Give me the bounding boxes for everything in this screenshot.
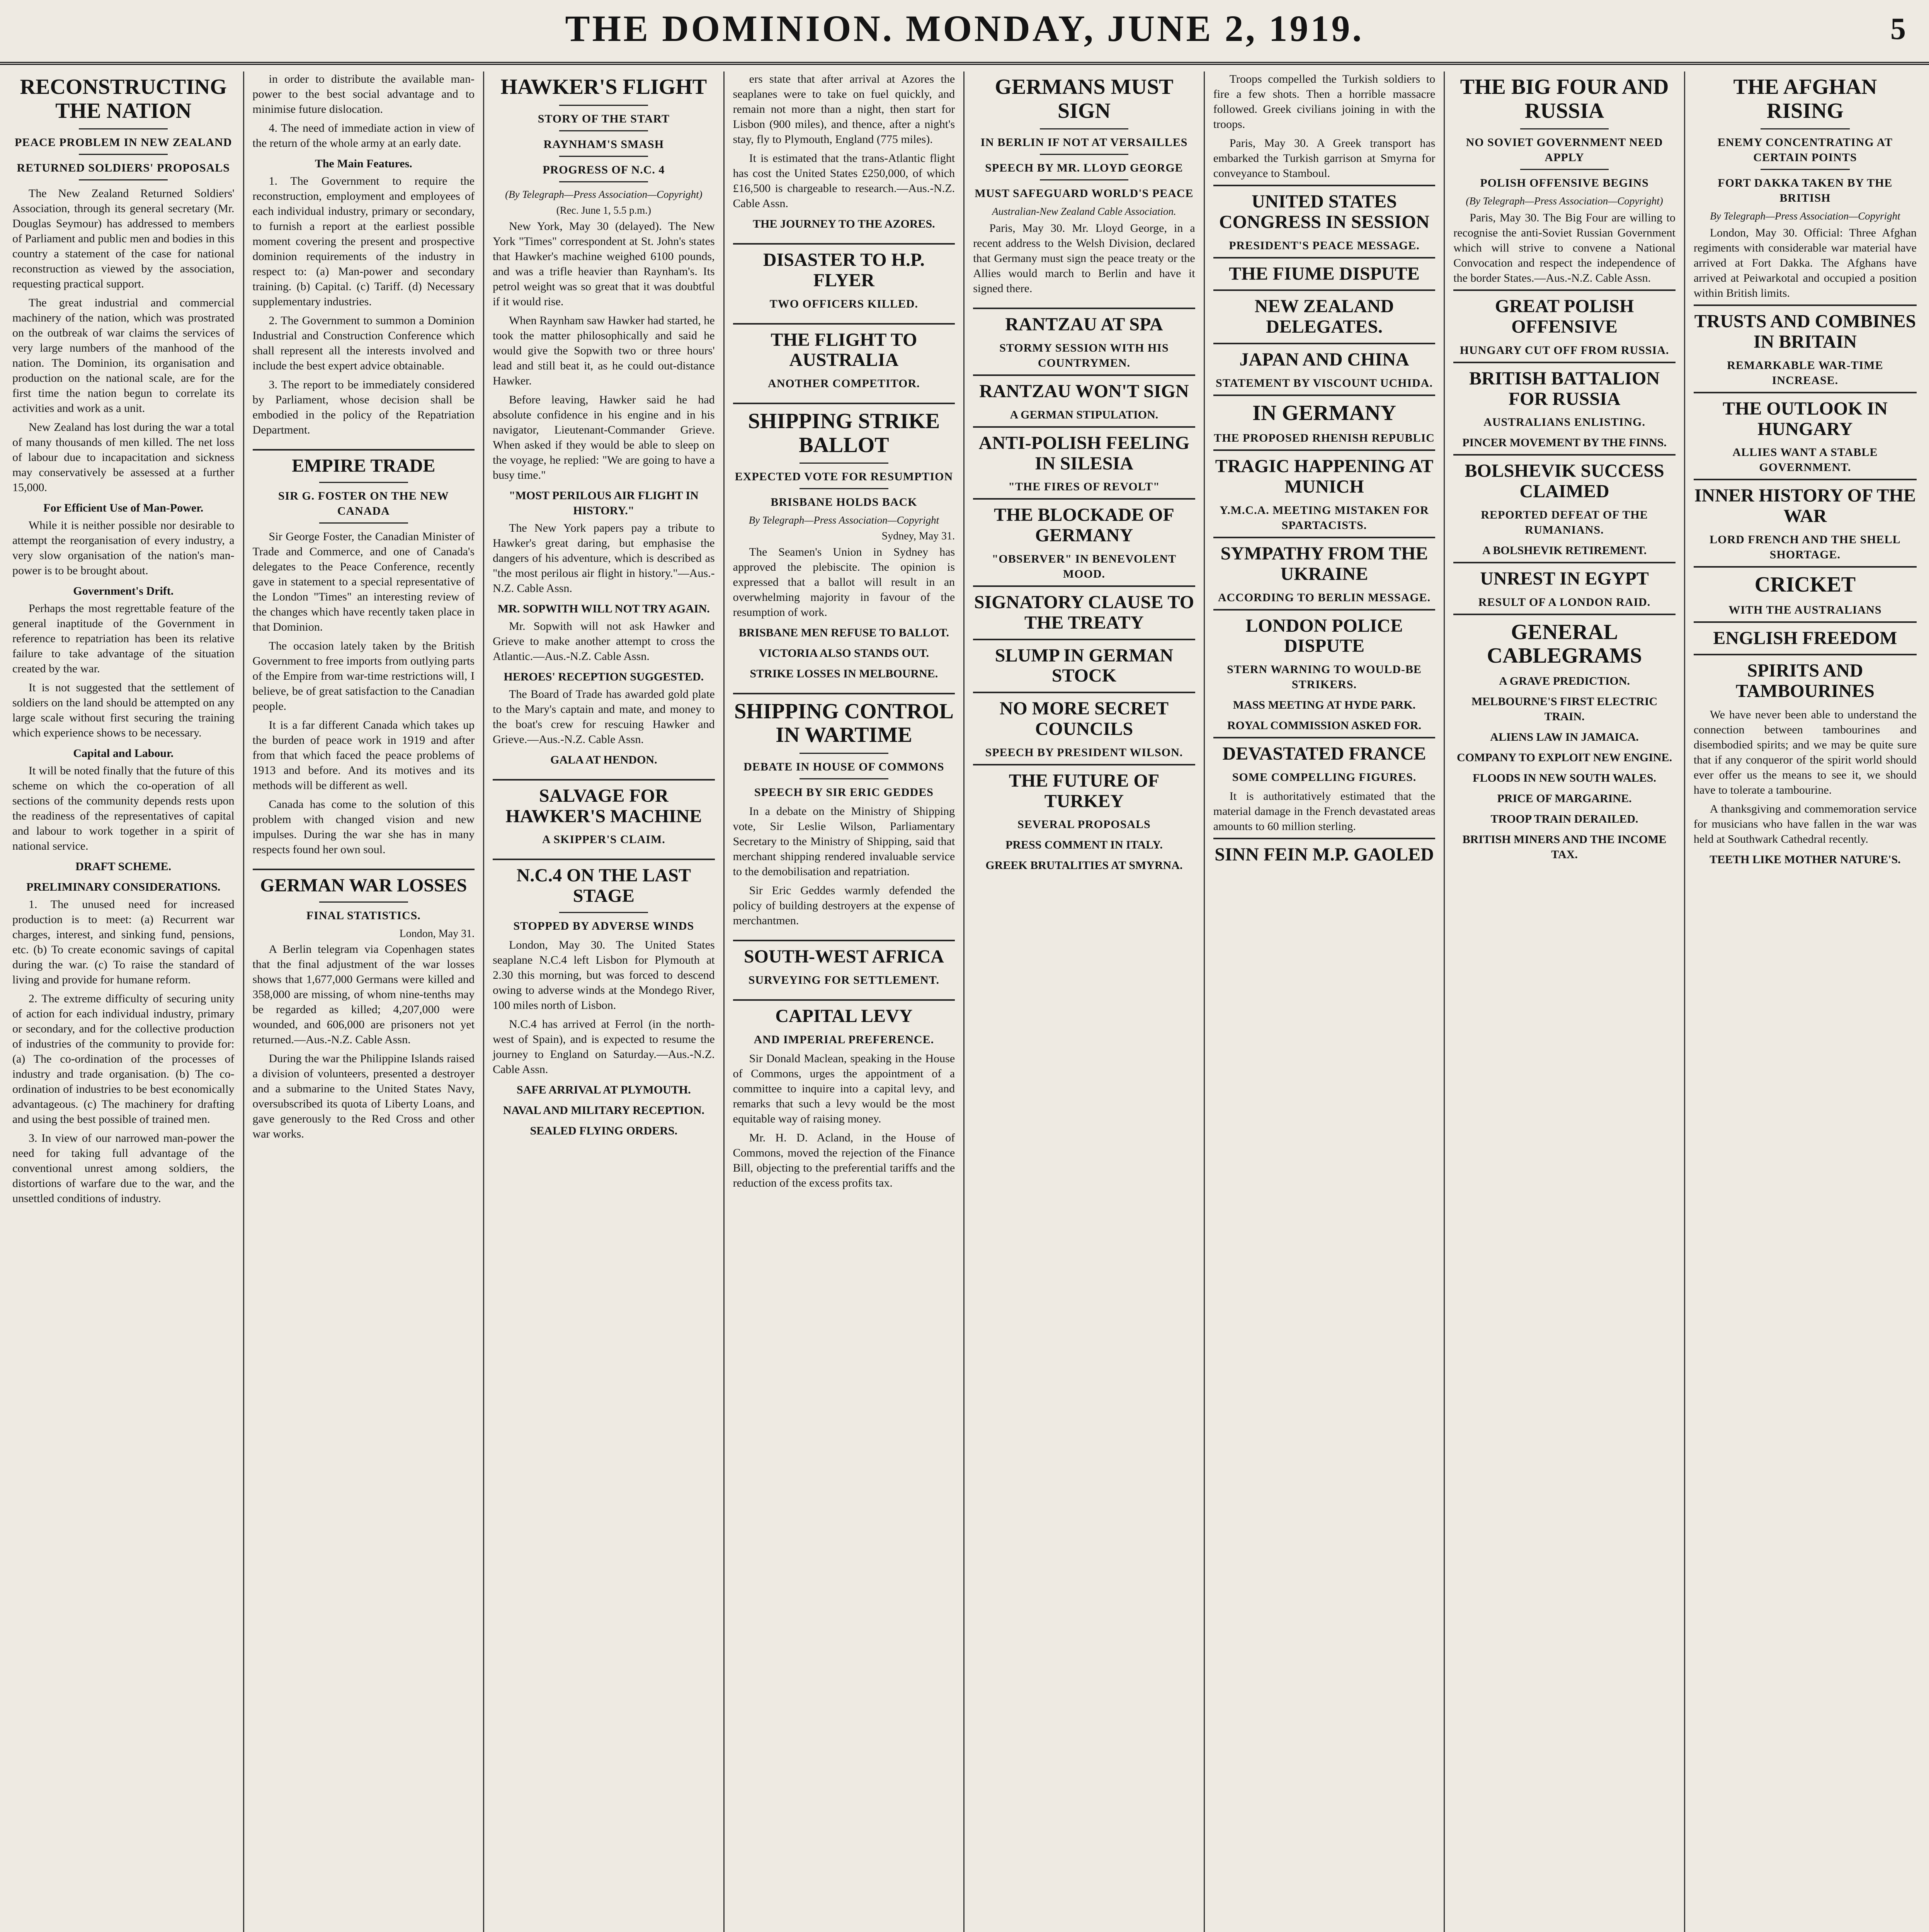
headline: NO MORE SECRET COUNCILS — [999, 698, 1169, 740]
paragraph: New York, May 30 (delayed). The New York "Times" correspondent at St. John's states that Hawker's machine weighed 6100 pounds, and was a trifle heavier than Raynham's. Its petrol weight was so great that it was doubtful if it would rise. — [493, 219, 715, 308]
headline: SIGNATORY CLAUSE TO THE TREATY — [974, 592, 1194, 633]
paragraph: It is authoritatively estimated that the material damage in the French devastated areas amounts to 60 million sterling. — [1213, 789, 1436, 833]
subheading: Y.M.C.A. MEETING MISTAKEN FOR SPARTACISTS. — [1220, 503, 1429, 532]
paragraph: in order to distribute the available man-power to the best social advantage and to minimise future dislocation. — [252, 73, 475, 116]
article-flight-australia — [733, 330, 955, 391]
subheading: FORT DAKKA TAKEN BY THE BRITISH — [1718, 177, 1893, 205]
headline: THE AFGHAN RISING — [1733, 75, 1877, 123]
article-south-west-africa — [733, 947, 955, 988]
paragraph: Paris, May 30. Mr. Lloyd George, in a recent address to the Welsh Division, declared that Germany must sign the peace treaty or the Allies would march to Berlin and have it signed there. — [973, 222, 1195, 295]
subheading: MUST SAFEGUARD WORLD'S PEACE — [975, 187, 1194, 200]
section-heading: A GRAVE PREDICTION. — [1499, 675, 1630, 688]
paragraph: 3. In view of our narrowed man-power the need for taking full advantage of the conventional unrest among soldiers, the distortions of warfare due to the war, and the unsettled conditions of industry. — [12, 1132, 235, 1205]
paragraph: 1. The unused need for increased production is to meet: (a) Recurrent war charges, interest, and sinking fund, pensions, etc. (b) To create economic savings of capital during the war. (c) To raise the standard of living and provide for humane reform. — [12, 898, 235, 986]
headline: TRAGIC HAPPENING AT MUNICH — [1215, 456, 1434, 497]
paragraph: It will be noted finally that the future of this scheme on which the co-operation of all sections of the community depends rests upon the readiness of the representatives of capital and labour to work together in a spirit of national service. — [12, 764, 235, 853]
paragraph: During the war the Philippine Islands raised a division of volunteers, presented a destroyer and a submarine to the United States Navy, oversubscribed its quota of Liberty Loans, and gave generously to the Red Cross and other war works. — [252, 1052, 475, 1140]
section-heading: MR. SOPWITH WILL NOT TRY AGAIN. — [497, 602, 710, 615]
paragraph: 2. The extreme difficulty of securing unity of action for each individual industry, primary or secondary, and for the collective production of industries of the community to provide for: (a) The co-ordination of the processes of industry and trade organisation. (b) The co-ordination of industries to be best economically advantageous. (c) The machinery for drafting and using the best possible of trained men. — [12, 992, 235, 1126]
subheading: AND IMPERIAL PREFERENCE. — [754, 1033, 934, 1046]
headline: RANTZAU AT SPA — [1005, 314, 1163, 335]
subheading: NO SOVIET GOVERNMENT NEED APPLY — [1466, 136, 1663, 164]
paragraph: The Board of Trade has awarded gold plate to the Mary's captain and mate, and money to the boat's crew for rescuing Hawker and Grieve.—Aus.-N.Z. Cable Assn. — [493, 687, 715, 746]
paragraph: London, May 30. The United States seaplane N.C.4 left Lisbon for Plymouth at 2.30 this morning, but was forced to descend owing to adverse winds at the Mondego River, 100 miles north of Lisbon. — [493, 938, 715, 1012]
subheading: ANOTHER COMPETITOR. — [768, 377, 920, 390]
subheading: HUNGARY CUT OFF FROM RUSSIA. — [1460, 344, 1669, 357]
headline: DEVASTATED FRANCE — [1222, 743, 1426, 764]
subheading: RAYNHAM'S SMASH — [543, 138, 664, 151]
section-heading: PINCER MOVEMENT BY THE FINNS. — [1462, 436, 1667, 449]
section-heading: BRISBANE MEN REFUSE TO BALLOT. — [738, 626, 949, 639]
subheading: LORD FRENCH AND THE SHELL SHORTAGE. — [1710, 533, 1901, 561]
paragraph: 4. The need of immediate action in view of the return of the whole army at an early date. — [252, 122, 475, 150]
headline: RECONSTRUCTING THE NATION — [20, 75, 227, 123]
headline: IN GERMANY — [1252, 401, 1396, 425]
subheading: WITH THE AUSTRALIANS — [1728, 603, 1882, 616]
dateline: London, May 31. — [399, 927, 475, 940]
subheading: BRISBANE HOLDS BACK — [771, 496, 917, 509]
paragraph: It is a far different Canada which takes up the burden of peace work in 1919 and after from that which faced the peace problems of 1913 and before. And its motives and its methods will be different as well. — [252, 718, 475, 792]
section-heading: BRITISH MINERS AND THE INCOME TAX. — [1462, 833, 1667, 861]
article-hp-disaster — [733, 250, 955, 311]
section-heading: GALA AT HENDON. — [550, 753, 657, 766]
section-heading: DRAFT SCHEME. — [75, 860, 172, 873]
column-5 — [964, 71, 1205, 1932]
paragraph: 1. The Government to require the reconstruction, employment and employees of each individual industry, primary or secondary, to furnish a report at the earliest possible moment covering the present and prospective dominion requirements of the industry in respect to: (a) Man-power and secondary training. (b) Capital. (c) Tariff. (d) Necessary supplementary industries. — [252, 175, 475, 308]
article-shipping-strike — [733, 410, 955, 681]
headline: THE FUTURE OF TURKEY — [1009, 770, 1160, 811]
section-heading: VICTORIA ALSO STANDS OUT. — [759, 646, 929, 660]
subheading: STORMY SESSION WITH HIS COUNTRYMEN. — [999, 342, 1169, 370]
section-heading: PRELIMINARY CONSIDERATIONS. — [26, 881, 221, 894]
headline: SALVAGE FOR HAWKER'S MACHINE — [505, 785, 702, 827]
headline: GERMANS MUST SIGN — [995, 75, 1174, 123]
headline: SHIPPING CONTROL IN WARTIME — [734, 699, 954, 747]
headline: SPIRITS AND TAMBOURINES — [1735, 660, 1875, 702]
subheading: THE PROPOSED RHENISH REPUBLIC — [1214, 432, 1435, 445]
headline: THE BIG FOUR AND RUSSIA — [1460, 75, 1669, 123]
paragraph: Troops compelled the Turkish soldiers to fire a few shots. Then a horrible massacre followed. Greek civilians joining in with the troops. — [1213, 73, 1436, 131]
subheading: SURVEYING FOR SETTLEMENT. — [748, 973, 940, 986]
article-empire-trade — [253, 456, 475, 857]
paragraph: While it is neither possible nor desirable to attempt the reorganisation of every industry, a very slow organisation of the nation's man-power is to be brought about. — [12, 519, 235, 577]
subheading: SPEECH BY SIR ERIC GEDDES — [754, 786, 934, 799]
article-shipping-control — [733, 700, 955, 928]
section-heading: STRIKE LOSSES IN MELBOURNE. — [750, 667, 938, 680]
article-reconstructing — [12, 75, 235, 1206]
column-6 — [1205, 71, 1445, 1932]
subheading: RESULT OF A LONDON RAID. — [1478, 595, 1651, 609]
credit-line: Australian-New Zealand Cable Association. — [992, 206, 1176, 218]
section-heading: PRICE OF MARGARINE. — [1497, 792, 1632, 805]
headline: SHIPPING STRIKE BALLOT — [748, 409, 940, 457]
paragraph: Sir Eric Geddes warmly defended the policy of building destroyers at the expense of merchantmen. — [733, 884, 955, 927]
section-heading: "MOST PERILOUS AIR FLIGHT IN HISTORY." — [509, 489, 699, 517]
paragraph: New Zealand has lost during the war a total of many thousands of men killed. The net loss of labour due to incapacitation and sickness may conservatively be assessed at a further 15,000. — [12, 421, 235, 494]
section-heading: The Main Features. — [315, 157, 412, 170]
subheading: IN BERLIN IF NOT AT VERSAILLES — [980, 136, 1188, 149]
paragraph: Before leaving, Hawker said he had absolute confidence in his engine and in his navigator, Lieutenant-Commander Grieve. When asked if they would be able to sleep on the voyage, he replied: "We are going to have a busy time." — [493, 393, 715, 481]
headline: TRUSTS AND COMBINES IN BRITAIN — [1694, 311, 1916, 352]
paragraph: Canada has come to the solution of this problem with changed vision and new impulses. During the war she has in many respects found her own soul. — [252, 798, 475, 856]
column-3 — [484, 71, 725, 1932]
paragraph: Paris, May 30. A Greek transport has embarked the Turkish garrison at Smyrna for conveyance to Stamboul. — [1213, 137, 1436, 180]
paragraph: The occasion lately taken by the British Government to free imports from outlying parts of the Empire from war-time restrictions will, I believe, be of great satisfaction to the Canadian people. — [252, 639, 475, 713]
paragraph: Paris, May 30. The Big Four are willing to recognise the anti-Soviet Russian Government which will strive to convene a National Convocation and respect the independence of the border States.—Aus.-N.Z. Cable Assn. — [1453, 211, 1676, 285]
subheading: SOME COMPELLING FIGURES. — [1232, 770, 1417, 784]
paragraph: 2. The Government to summon a Dominion Industrial and Construction Conference which shall represent all the interests involved and include the best expert advice obtainable. — [252, 314, 475, 372]
article-hawkers-flight — [493, 75, 715, 767]
headline: GERMAN WAR LOSSES — [260, 875, 467, 896]
subheading: STOPPED BY ADVERSE WINDS — [513, 919, 694, 932]
headline: BOLSHEVIK SUCCESS CLAIMED — [1465, 461, 1664, 502]
subheading: SIR G. FOSTER ON THE NEW CANADA — [278, 489, 449, 517]
headline: THE FIUME DISPUTE — [1229, 263, 1420, 284]
headline: EMPIRE TRADE — [292, 456, 435, 476]
paragraph: Mr. Sopwith will not ask Hawker and Grieve to make another attempt to cross the Atlantic.—Aus.-N.Z. Cable Assn. — [493, 619, 715, 663]
headline: SINN FEIN M.P. GAOLED — [1215, 844, 1434, 865]
article-germans-must-sign — [973, 75, 1195, 296]
subheading: STORY OF THE START — [538, 112, 670, 125]
section-heading: NAVAL AND MILITARY RECEPTION. — [503, 1104, 704, 1117]
paragraph: The great industrial and commercial machinery of the nation, which was prostrated on the outbreak of war claims the services of very large numbers of the manhood of the nation. The Dominion, its organisation and production on the national scale, are for the first time the nation begun to correlate its activities and work as a unit. — [12, 296, 235, 415]
headline: CAPITAL LEVY — [775, 1005, 913, 1026]
headline: CRICKET — [1754, 573, 1856, 597]
headline: THE OUTLOOK IN HUNGARY — [1723, 398, 1888, 439]
paragraph: London, May 30. Official: Three Afghan regiments with considerable war material have arrived at Fort Dakka. The Afghans have arrived at Peiwarkotal and occupied a position within British limits. — [1693, 226, 1917, 300]
column-1 — [4, 71, 244, 1932]
subheading: POLISH OFFENSIVE BEGINS — [1480, 177, 1649, 190]
paragraph: We have never been able to understand the connection between tambourines and disembodied spirits; and we may be quite sure that if any conqueror of the spirit world should ever offer us the means to see it, we should have to tolerate a tambourine. — [1693, 708, 1917, 797]
article-nc4 — [493, 866, 715, 1138]
headline: BRITISH BATTALION FOR RUSSIA — [1469, 368, 1660, 409]
headline: SLUMP IN GERMAN STOCK — [995, 645, 1174, 686]
page-number: 5 — [1890, 12, 1906, 46]
section-heading: PRESS COMMENT IN ITALY. — [1005, 838, 1163, 852]
newspaper-columns — [4, 71, 1925, 1932]
column-7 — [1445, 71, 1685, 1932]
headline: UNITED STATES CONGRESS IN SESSION — [1219, 191, 1430, 232]
subheading: RETURNED SOLDIERS' PROPOSALS — [17, 162, 230, 175]
headline: N.C.4 ON THE LAST STAGE — [516, 865, 691, 906]
headline: INNER HISTORY OF THE WAR — [1694, 485, 1916, 527]
subheading: FINAL STATISTICS. — [306, 909, 421, 922]
paragraph: A thanksgiving and commemoration service for musicians who have fallen in the war was held at Southwark Cathedral recently. — [1693, 803, 1917, 846]
headline: SYMPATHY FROM THE UKRAINE — [1220, 543, 1428, 584]
subheading: SPEECH BY PRESIDENT WILSON. — [985, 746, 1183, 759]
subheading: PROGRESS OF N.C. 4 — [543, 163, 665, 176]
headline: LONDON POLICE DISPUTE — [1245, 615, 1403, 656]
section-heading: COMPANY TO EXPLOIT NEW ENGINE. — [1457, 751, 1672, 764]
credit-line: By Telegraph—Press Association—Copyright — [748, 514, 939, 526]
paragraph: Sir Donald Maclean, speaking in the House of Commons, urges the appointment of a committee to inquire into a capital levy, and remarks that such a levy would be the most equitable way of raising money. — [733, 1052, 955, 1125]
credit-line: (By Telegraph—Press Association—Copyright) — [505, 188, 703, 200]
newspaper-title: THE DOMINION. MONDAY, JUNE 2, 1919. — [565, 8, 1364, 49]
section-heading: GREEK BRUTALITIES AT SMYRNA. — [985, 859, 1183, 872]
section-heading: Government's Drift. — [73, 585, 174, 598]
subheading: PEACE PROBLEM IN NEW ZEALAND — [15, 136, 232, 149]
headline: SOUTH-WEST AFRICA — [743, 946, 944, 967]
paragraph: It is estimated that the trans-Atlantic flight has cost the United States £250,000, of which £16,500 is chargeable to research.—Aus.-N.Z. Cable Assn. — [733, 152, 955, 210]
section-heading: THE JOURNEY TO THE AZORES. — [753, 218, 935, 230]
article-german-war-losses — [253, 876, 475, 1141]
subheading: PRESIDENT'S PEACE MESSAGE. — [1229, 239, 1420, 252]
subheading: ENEMY CONCENTRATING AT CERTAIN POINTS — [1717, 136, 1893, 164]
headline: ENGLISH FREEDOM — [1713, 628, 1897, 648]
section-heading: MASS MEETING AT HYDE PARK. — [1233, 699, 1416, 712]
subheading: SPEECH BY MR. LLOYD GEORGE — [985, 162, 1183, 175]
subheading: A SKIPPER'S CLAIM. — [542, 833, 665, 846]
headline: JAPAN AND CHINA — [1239, 349, 1409, 370]
column-4 — [725, 71, 965, 1932]
subheading: EXPECTED VOTE FOR RESUMPTION — [735, 470, 953, 483]
received-line: (Rec. June 1, 5.5 p.m.) — [556, 204, 651, 216]
article-flight-cont — [733, 71, 955, 231]
paragraph: When Raynham saw Hawker had started, he took the matter philosophically and said he would give the Sopwith two or three hours' lead and still beat it, as he could out-distance Hawker. — [493, 314, 715, 387]
section-heading: SAFE ARRIVAL AT PLYMOUTH. — [517, 1083, 691, 1096]
subheading: "THE FIRES OF REVOLT" — [1008, 480, 1160, 493]
column-8 — [1685, 71, 1925, 1932]
headline: ANTI-POLISH FEELING IN SILESIA — [978, 432, 1190, 474]
section-heading: Capital and Labour. — [73, 747, 174, 760]
article-capital-levy — [733, 1006, 955, 1190]
section-heading: A GERMAN STIPULATION. — [1010, 408, 1158, 421]
paragraph: Mr. H. D. Acland, in the House of Commons, moved the rejection of the Finance Bill, objecting to the preferential tariffs and the reduction of the excess profits tax. — [733, 1131, 955, 1189]
subheading: "OBSERVER" IN BENEVOLENT MOOD. — [992, 553, 1177, 581]
subheading: TWO OFFICERS KILLED. — [769, 297, 919, 310]
section-heading: A BOLSHEVIK RETIREMENT. — [1482, 544, 1647, 557]
paragraph: A Berlin telegram via Copenhagen states that the final adjustment of the war losses shows that 1,677,000 Germans were killed and 358,000 are missing, of whom nine-tenths may be regarded as killed; 4,207,000 were wounded, and 606,000 are prisoners not yet returned.—Aus.-N.Z. Cable Assn. — [252, 942, 475, 1046]
article-reconstruction-cont — [253, 71, 475, 437]
headline: THE FLIGHT TO AUSTRALIA — [771, 329, 917, 371]
subheading: DEBATE IN HOUSE OF COMMONS — [743, 760, 944, 774]
article-salvage — [493, 786, 715, 847]
dateline: Sydney, May 31. — [881, 530, 955, 543]
headline: HAWKER'S FLIGHT — [500, 75, 707, 99]
section-heading: ROYAL COMMISSION ASKED FOR. — [1227, 719, 1422, 732]
subheading: AUSTRALIANS ENLISTING. — [1483, 416, 1645, 429]
section-heading: TEETH LIKE MOTHER NATURE'S. — [1710, 853, 1901, 866]
section-heading: ALIENS LAW IN JAMAICA. — [1490, 731, 1639, 744]
masthead — [0, 0, 1929, 65]
paragraph: 3. The report to be immediately considered by Parliament, whose decision shall be embodied in the policy of the Repatriation Department. — [252, 378, 475, 436]
paragraph: It is not suggested that the settlement of soldiers on the land should be attempted on any large scale without first securing the training which experience shows to be necessary. — [12, 681, 235, 740]
headline: GREAT POLISH OFFENSIVE — [1495, 296, 1634, 337]
headline: NEW ZEALAND DELEGATES. — [1254, 296, 1394, 337]
paragraph: ers state that after arrival at Azores the seaplanes were to take on fuel quickly, and remain not more than a night, then start for Lisbon (900 miles), and thence, after a night's stay, fly to Plymouth, England (775 miles). — [733, 73, 955, 146]
headline: DISASTER TO H.P. FLYER — [763, 250, 925, 291]
paragraph: The New York papers pay a tribute to Hawker's great daring, but emphasise the dangers of his adventure, which is described as "the most perilous air flight in history."—Aus.-N.Z. Cable Assn. — [493, 521, 715, 595]
paragraph: In a debate on the Ministry of Shipping vote, Sir Leslie Wilson, Parliamentary Secretary to the Ministry of Shipping, said that merchant shipping rendered invaluable service to the demobilisation and repatriation. — [733, 805, 955, 878]
headline: RANTZAU WON'T SIGN — [979, 381, 1189, 402]
subheading: ACCORDING TO BERLIN MESSAGE. — [1218, 591, 1431, 604]
column-2 — [244, 71, 485, 1932]
section-heading: MELBOURNE'S FIRST ELECTRIC TRAIN. — [1471, 695, 1658, 723]
subheading: STERN WARNING TO WOULD-BE STRIKERS. — [1227, 663, 1422, 691]
subheading: REMARKABLE WAR-TIME INCREASE. — [1727, 359, 1883, 387]
section-heading: HEROES' RECEPTION SUGGESTED. — [504, 670, 704, 683]
paragraph: The Seamen's Union in Sydney has approved the plebiscite. The opinion is expressed that a ballot will result in an overwhelming majority in favour of the resumption of work. — [733, 545, 955, 619]
subheading: STATEMENT BY VISCOUNT UCHIDA. — [1216, 376, 1433, 389]
paragraph: Sir George Foster, the Canadian Minister of Trade and Commerce, and one of Canada's delegates to the Peace Conference, recently gave in statement to a special representative of the London "Times" an interesting review of the changes which have recently taken place in that Dominion. — [252, 530, 475, 633]
credit-line: By Telegraph—Press Association—Copyright — [1710, 210, 1900, 222]
paragraph: Perhaps the most regrettable feature of the general inaptitude of the Government in reference to repatriation has been its relative failure to take advantage of the situation created by the war. — [12, 602, 235, 675]
subheading: ALLIES WANT A STABLE GOVERNMENT. — [1732, 446, 1878, 474]
section-heading: SEALED FLYING ORDERS. — [530, 1124, 678, 1137]
headline: GENERAL CABLEGRAMS — [1487, 620, 1642, 668]
section-heading: TROOP TRAIN DERAILED. — [1490, 813, 1638, 826]
subheading: SEVERAL PROPOSALS — [1017, 818, 1151, 831]
section-heading: FLOODS IN NEW SOUTH WALES. — [1473, 772, 1656, 785]
section-heading: For Efficient Use of Man-Power. — [43, 502, 204, 515]
paragraph: The New Zealand Returned Soldiers' Association, through its general secretary (Mr. Douglas Seymour) has addressed to members of Parliament and public men and bodies in this country a statement of the case for national reconstruction as viewed by the association, requesting practical support. — [12, 187, 235, 291]
credit-line: (By Telegraph—Press Association—Copyright) — [1466, 195, 1663, 207]
headline: UNREST IN EGYPT — [1480, 568, 1649, 589]
headline: THE BLOCKADE OF GERMANY — [994, 505, 1174, 546]
paragraph: N.C.4 has arrived at Ferrol (in the north-west of Spain), and is expected to resume the journey to England on Saturday.—Aus.-N.Z. Cable Assn. — [493, 1017, 715, 1076]
subheading: REPORTED DEFEAT OF THE RUMANIANS. — [1481, 509, 1648, 537]
